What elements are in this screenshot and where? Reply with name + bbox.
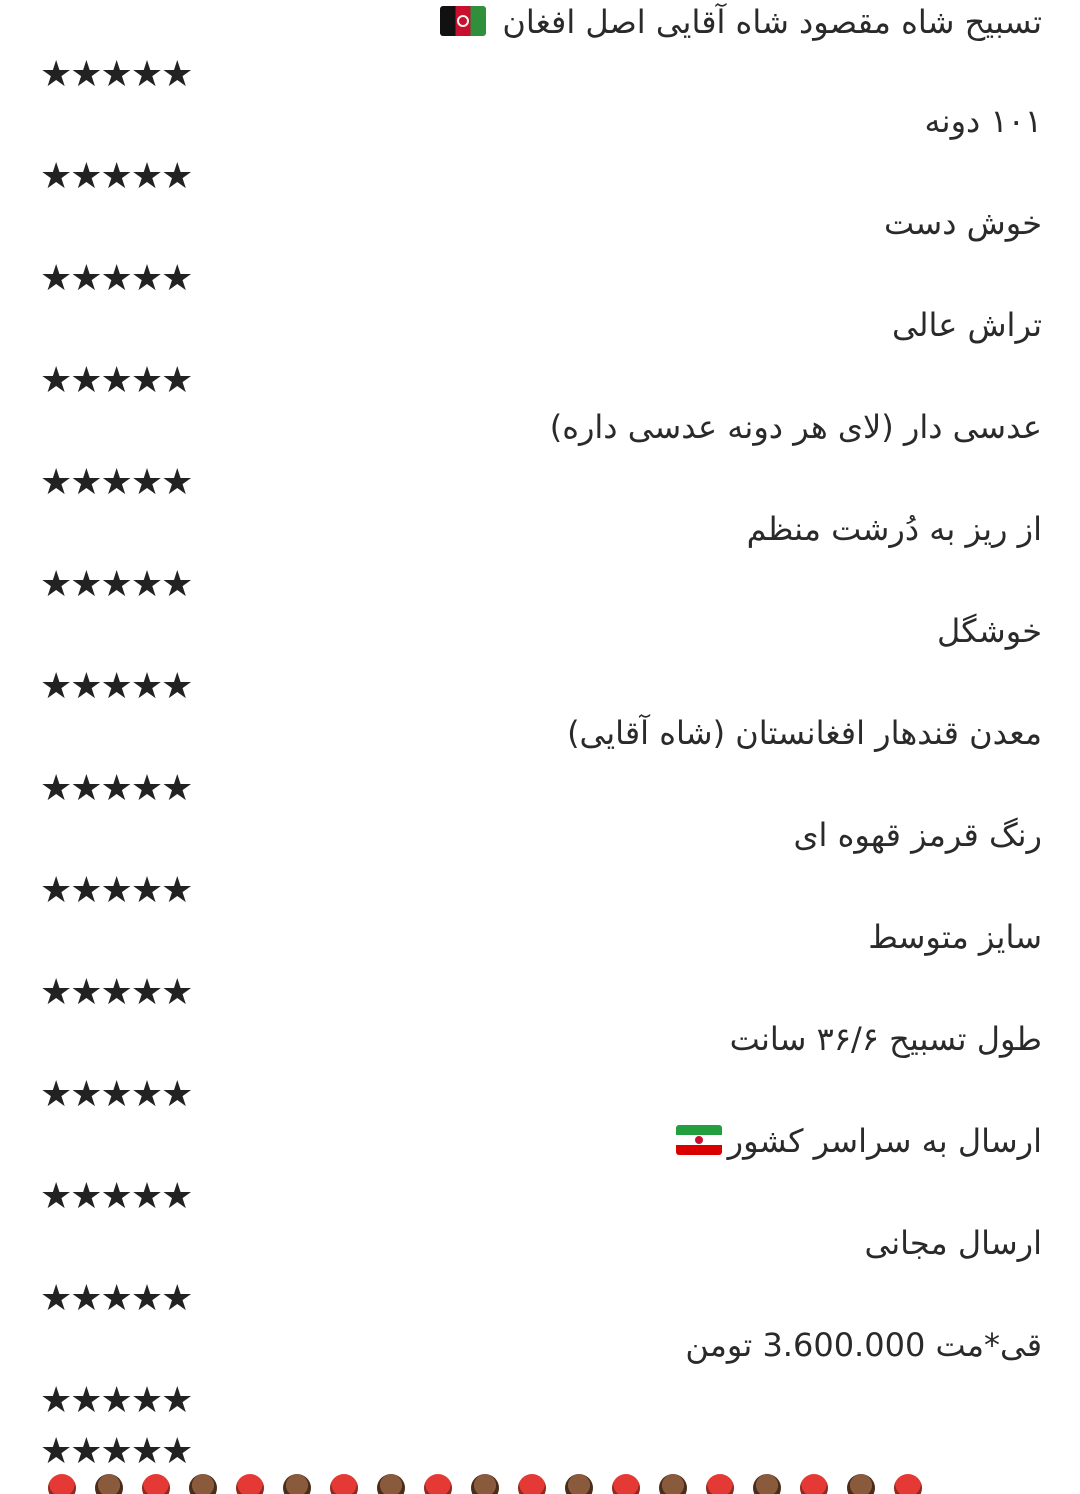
strawberry-icon: [236, 1474, 264, 1494]
strawberry-icon: [48, 1474, 76, 1494]
chestnut-icon: [847, 1474, 875, 1494]
feature-line-text: خوشگل: [936, 612, 1042, 650]
star-rating-row: ★★★★★: [40, 1074, 192, 1115]
feature-line: [865, 1221, 1042, 1265]
feature-line: [884, 201, 1042, 245]
feature-line-text: سایز متوسط: [868, 918, 1042, 956]
feature-line-text: ارسال به سراسر کشور: [727, 1122, 1042, 1160]
feature-line: [925, 99, 1043, 143]
feature-line-text: تراش عالی: [892, 306, 1042, 344]
feature-line: [550, 405, 1042, 449]
feature-line: [868, 915, 1042, 959]
strawberry-icon: [612, 1474, 640, 1494]
chestnut-icon: [95, 1474, 123, 1494]
star-rating-row: ★★★★★: [40, 666, 192, 707]
star-rating-row: ★★★★★: [40, 1431, 192, 1472]
emoji-decoration-row: [48, 1474, 948, 1494]
feature-line-text: از ریز به دُرشت منظم: [746, 510, 1042, 548]
iran-flag-icon: [676, 1125, 722, 1155]
chestnut-icon: [189, 1474, 217, 1494]
feature-line-text: عدسی دار (لای هر دونه عدسی داره): [549, 408, 1042, 446]
star-rating-row: ★★★★★: [40, 156, 192, 197]
feature-line: [670, 1119, 1042, 1163]
star-rating-row: ★★★★★: [40, 972, 192, 1013]
chestnut-icon: [471, 1474, 499, 1494]
star-rating-row: ★★★★★: [40, 1380, 192, 1421]
feature-line-text: ارسال مجانی: [864, 1224, 1042, 1262]
strawberry-icon: [894, 1474, 922, 1494]
feature-line: [567, 711, 1042, 755]
feature-line-text: رنگ قرمز قهوه ای: [793, 816, 1042, 854]
feature-line-text: خوش دست: [883, 204, 1042, 242]
feature-line-text: ۱۰۱ دونه: [924, 102, 1042, 140]
chestnut-icon: [565, 1474, 593, 1494]
feature-line: [685, 1323, 1042, 1367]
star-rating-row: ★★★★★: [40, 564, 192, 605]
feature-line: [730, 1017, 1042, 1061]
feature-line: [892, 303, 1042, 347]
feature-line-text: معدن قندهار افغانستان (شاه آقایی): [567, 714, 1042, 752]
feature-line-text: قی*مت 3.600.000 تومن: [685, 1326, 1042, 1364]
afghanistan-flag-icon: [440, 6, 486, 36]
star-rating-row: ★★★★★: [40, 462, 192, 503]
star-rating-row: ★★★★★: [40, 768, 192, 809]
strawberry-icon: [142, 1474, 170, 1494]
strawberry-icon: [330, 1474, 358, 1494]
star-rating-row: ★★★★★: [40, 54, 192, 95]
star-rating-row: ★★★★★: [40, 360, 192, 401]
star-rating-row: ★★★★★: [40, 1278, 192, 1319]
strawberry-icon: [800, 1474, 828, 1494]
feature-line: [793, 813, 1042, 857]
star-rating-row: ★★★★★: [40, 870, 192, 911]
post-title: [434, 0, 1042, 44]
feature-line: [937, 609, 1042, 653]
strawberry-icon: [424, 1474, 452, 1494]
chestnut-icon: [283, 1474, 311, 1494]
strawberry-icon: [518, 1474, 546, 1494]
chestnut-icon: [659, 1474, 687, 1494]
post-title-text: تسبیح شاه مقصود شاه آقایی اصل افغان: [502, 3, 1042, 41]
strawberry-icon: [706, 1474, 734, 1494]
feature-line-text: طول تسبیح ۳۶/۶ سانت: [729, 1020, 1042, 1058]
star-rating-row: ★★★★★: [40, 258, 192, 299]
chestnut-icon: [753, 1474, 781, 1494]
star-rating-row: ★★★★★: [40, 1176, 192, 1217]
feature-line: [747, 507, 1042, 551]
chestnut-icon: [377, 1474, 405, 1494]
